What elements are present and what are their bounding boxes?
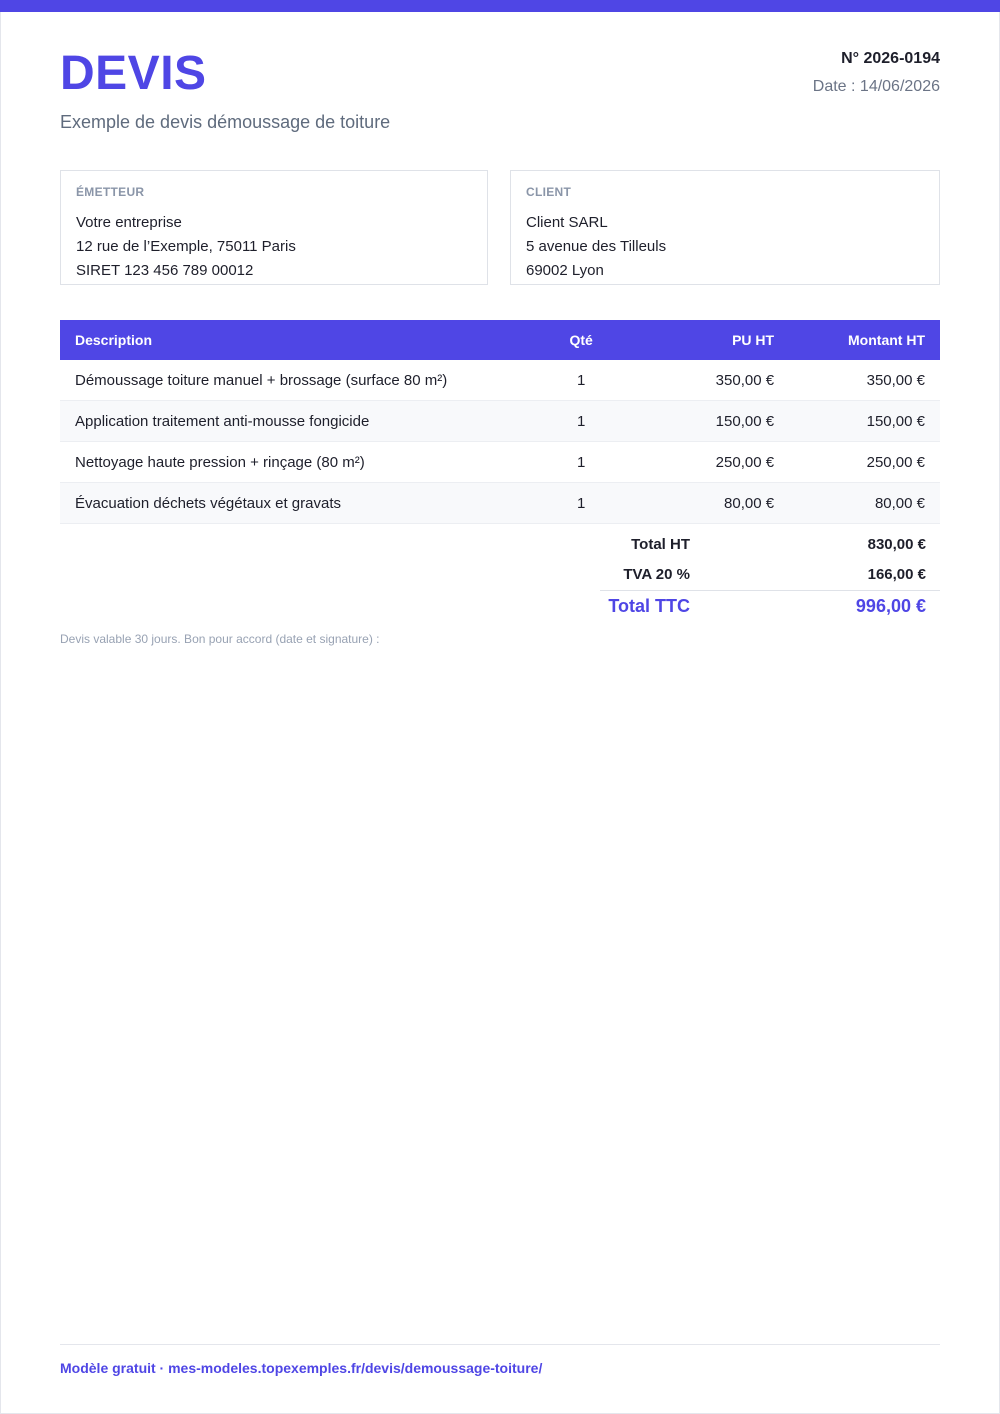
client-line: 5 avenue des Tilleuls	[526, 238, 667, 255]
table-header-row	[60, 320, 940, 360]
cell-amount: 150,00 €	[789, 401, 940, 442]
quote-number: N° 2026-0194	[841, 50, 940, 67]
header-amount: Montant HT	[789, 320, 940, 360]
header-description: Description	[60, 320, 524, 360]
total-ht-row	[560, 530, 940, 560]
cell-description: Évacuation déchets végétaux et gravats	[60, 483, 524, 524]
emitter-box	[60, 170, 488, 285]
emitter-line: 12 rue de l’Exemple, 75011 Paris	[76, 238, 296, 255]
cell-qty: 1	[524, 401, 639, 442]
total-ttc-label: Total TTC	[608, 596, 690, 616]
emitter-label: ÉMETTEUR	[76, 185, 145, 199]
cell-amount: 80,00 €	[789, 483, 940, 524]
validity-note: Devis valable 30 jours. Bon pour accord (date et signature) :	[60, 632, 380, 646]
cell-description: Application traitement anti-mousse fongicide	[60, 401, 524, 442]
cell-qty: 1	[524, 360, 639, 401]
total-ttc-value: 996,00 €	[855, 596, 926, 616]
header-unit-price: PU HT	[639, 320, 789, 360]
emitter-line: SIRET 123 456 789 00012	[76, 262, 254, 279]
cell-amount: 350,00 €	[789, 360, 940, 401]
document-subtitle: Exemple de devis démoussage de toiture	[60, 112, 391, 132]
client-line: 69002 Lyon	[526, 262, 604, 279]
emitter-line: Votre entreprise	[76, 214, 182, 231]
document-title: DEVIS	[60, 47, 207, 100]
total-ht-value: 830,00 €	[867, 536, 926, 553]
header-qty: Qté	[524, 320, 639, 360]
cell-qty: 1	[524, 483, 639, 524]
table-row	[60, 483, 940, 524]
tva-value: 166,00 €	[867, 566, 926, 583]
footer-divider	[60, 1344, 940, 1345]
table-row	[60, 401, 940, 442]
table-row	[60, 360, 940, 401]
totals-block	[560, 530, 940, 621]
total-ht-label: Total HT	[631, 536, 690, 553]
cell-description: Démoussage toiture manuel + brossage (surface 80 m²)	[60, 360, 524, 401]
top-accent-bar	[0, 0, 1000, 12]
table-row	[60, 442, 940, 483]
client-box	[510, 170, 940, 285]
cell-qty: 1	[524, 442, 639, 483]
total-ttc-row	[600, 590, 940, 621]
cell-unit-price: 80,00 €	[639, 483, 789, 524]
cell-unit-price: 250,00 €	[639, 442, 789, 483]
tva-row	[560, 560, 940, 590]
cell-unit-price: 150,00 €	[639, 401, 789, 442]
client-line: Client SARL	[526, 214, 608, 231]
quote-date: Date : 14/06/2026	[812, 78, 940, 95]
cell-description: Nettoyage haute pression + rinçage (80 m²)	[60, 442, 524, 483]
cell-amount: 250,00 €	[789, 442, 940, 483]
items-table	[60, 320, 940, 524]
client-label: CLIENT	[526, 185, 572, 199]
tva-label: TVA 20 %	[623, 566, 690, 583]
footer-link[interactable]: Modèle gratuit · mes-modeles.topexemples.fr/devis/demoussage-toiture/	[60, 1360, 543, 1376]
cell-unit-price: 350,00 €	[639, 360, 789, 401]
